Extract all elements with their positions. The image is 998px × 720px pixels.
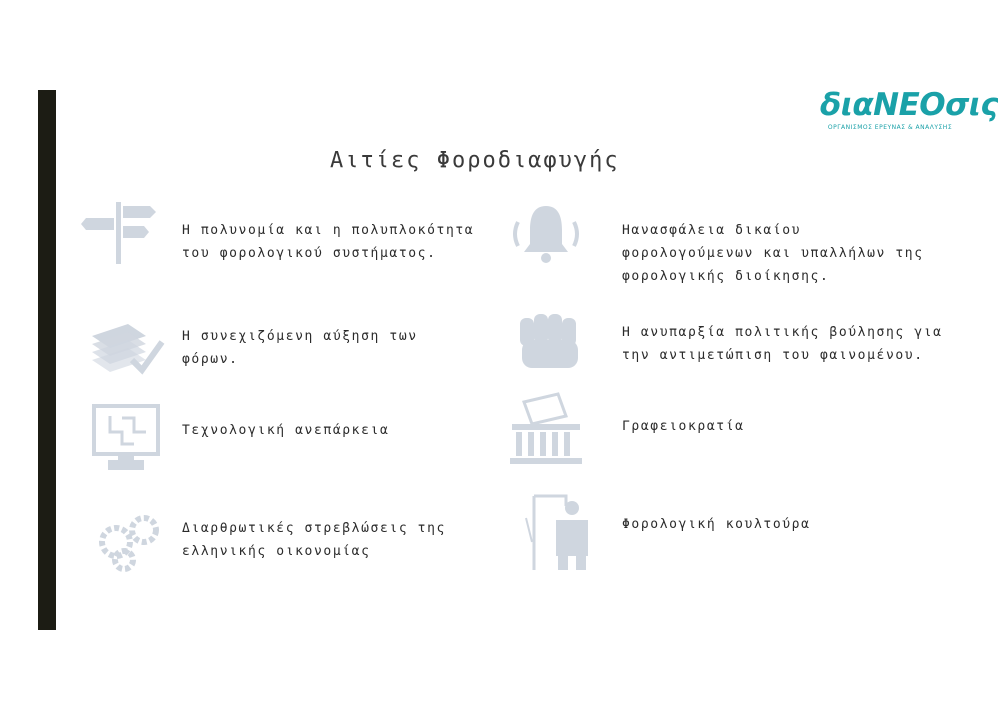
- slide-title: Αιτίες Φοροδιαφυγής: [330, 148, 620, 173]
- logo-mark: διαΝΕΟσις: [820, 87, 998, 123]
- cause-line: Φορολογική κουλτούρα: [622, 517, 811, 532]
- gears-icon: [94, 502, 170, 578]
- alarm-bell-icon: [508, 196, 584, 272]
- cause-line: φορολογικής διοίκησης.: [622, 269, 830, 284]
- cause-item: [182, 219, 474, 265]
- dianeosis-logo: [820, 87, 998, 131]
- cause-line: φορολογούμενων και υπαλλήλων της: [622, 246, 924, 261]
- cause-item: [622, 415, 745, 438]
- cause-line: Διαρθρωτικές στρεβλώσεις της: [182, 521, 446, 536]
- cause-line: την αντιμετώπιση του φαινομένου.: [622, 348, 924, 363]
- cause-line: Η συνεχιζόμενη αύξηση των: [182, 329, 418, 344]
- signpost-icon: [80, 192, 156, 268]
- logo-subtitle: ΟΡΓΑΝΙΣΜΟΣ ΕΡΕΥΝΑΣ & ΑΝΑΛΥΣΗΣ: [827, 124, 953, 131]
- computer-monitor-icon: [88, 398, 164, 474]
- side-accent-bar: [38, 90, 56, 630]
- cause-item: [622, 321, 943, 367]
- cause-item: [182, 419, 389, 442]
- cause-item: [622, 219, 924, 288]
- fist-icon: [514, 304, 590, 380]
- cause-line: ελληνικής οικονομίας: [182, 544, 371, 559]
- cause-item: [622, 513, 811, 536]
- cause-line: του φορολογικού συστήματος.: [182, 246, 437, 261]
- money-stack-icon: [88, 306, 164, 382]
- cause-line: Τεχνολογική ανεπάρκεια: [182, 423, 390, 438]
- cause-item: [182, 325, 418, 371]
- cause-line: Γραφειοκρατία: [622, 419, 745, 434]
- cause-line: Η πολυνομία και η πολυπλοκότητα: [182, 223, 475, 238]
- cause-line: Η ανυπαρξία πολιτικής βούλησης για: [622, 325, 943, 340]
- cause-line: φόρων.: [182, 352, 239, 367]
- tax-building-icon: [508, 390, 584, 466]
- cause-line: Ηανασφάλεια δικαίου: [622, 223, 802, 238]
- businessman-icon: [522, 494, 598, 570]
- cause-item: [182, 517, 446, 563]
